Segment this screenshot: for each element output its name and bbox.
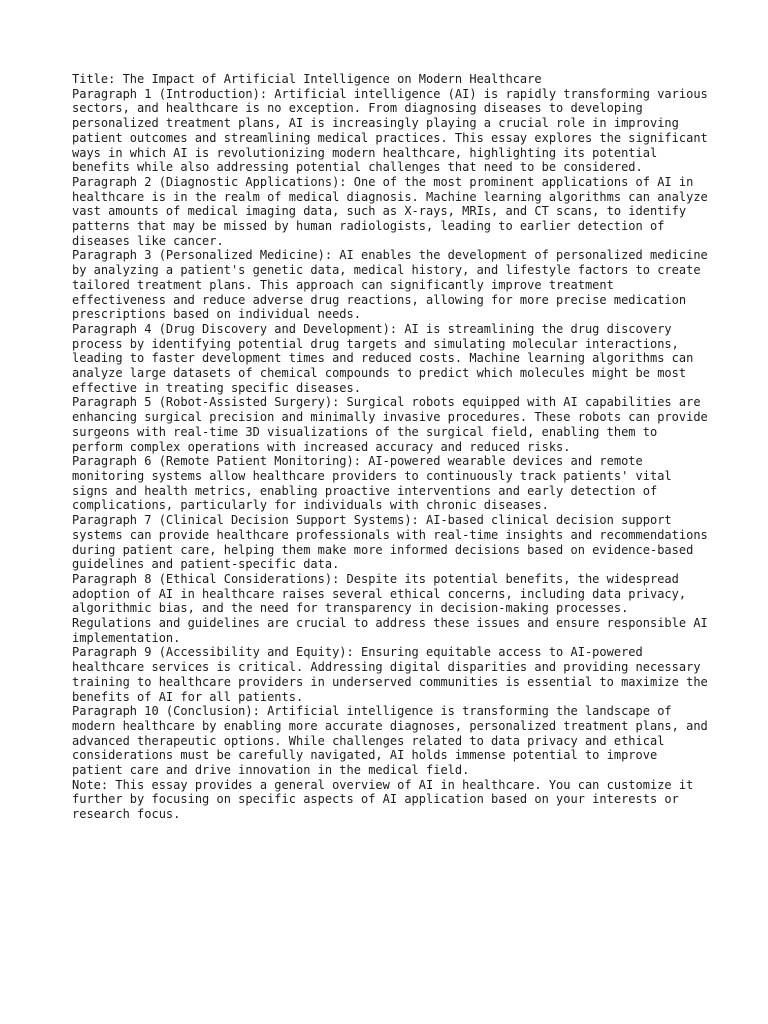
document-title: Title: The Impact of Artificial Intelligence on Modern Healthcare xyxy=(72,72,542,86)
document-page xyxy=(72,72,712,822)
paragraph-10: Paragraph 10 (Conclusion): Artificial intelligence is transforming the landscape of modern healthcare by enabling more accurate diagnoses, personalized treatment plans, and advanced therapeutic options. While challenges related to data privacy and ethical considerations must be carefully navigated, AI holds immense potential to improve patient care and drive innovation in the medical field. xyxy=(72,704,708,778)
paragraph-9: Paragraph 9 (Accessibility and Equity): Ensuring equitable access to AI-powered healthcare services is critical. Addressing digital disparities and providing necessary training to healthcare providers in underserved communities is essential to maximize the benefits of AI for all patients. xyxy=(72,645,708,704)
closing-note: Note: This essay provides a general overview of AI in healthcare. You can customize it further by focusing on specific aspects of AI application based on your interests or research focus. xyxy=(72,777,694,822)
paragraph-7: Paragraph 7 (Clinical Decision Support Systems): AI-based clinical decision support systems can provide healthcare professionals with real-time insights and recommendations during patient care, helping them make more informed decisions based on evidence-based guidelines and patient-specific data. xyxy=(72,513,708,572)
paragraph-1: Paragraph 1 (Introduction): Artificial intelligence (AI) is rapidly transforming various sectors, and healthcare is no exception. From diagnosing diseases to developing personalized treatment plans, AI is increasingly playing a crucial role in improving patient outcomes and streamlining medical practices. This essay explores the significant ways in which AI is revolutionizing modern healthcare, highlighting its potential benefits while also addressing potential challenges that need to be considered. xyxy=(72,86,708,175)
paragraph-4: Paragraph 4 (Drug Discovery and Development): AI is streamlining the drug discovery process by identifying potential drug targets and simulating molecular interactions, leading to faster development times and reduced costs. Machine learning algorithms can analyze large datasets of chemical compounds to predict which molecules might be most effective in treating specific diseases. xyxy=(72,321,694,395)
paragraph-8: Paragraph 8 (Ethical Considerations): Despite its potential benefits, the widespread adoption of AI in healthcare raises several ethical concerns, including data privacy, algorithmic bias, and the need for transparency in decision-making processes. Regulations and guidelines are crucial to address these issues and ensure responsible AI implementation. xyxy=(72,571,708,645)
paragraph-2: Paragraph 2 (Diagnostic Applications): One of the most prominent applications of AI in healthcare is in the realm of medical diagnosis. Machine learning algorithms can analyze vast amounts of medical imaging data, such as X-rays, MRIs, and CT scans, to identify patterns that may be missed by human radiologists, leading to earlier detection of diseases like cancer. xyxy=(72,174,708,248)
paragraph-5: Paragraph 5 (Robot-Assisted Surgery): Surgical robots equipped with AI capabilities are enhancing surgical precision and minimally invasive procedures. These robots can provide surgeons with real-time 3D visualizations of the surgical field, enabling them to perform complex operations with increased accuracy and reduced risks. xyxy=(72,395,708,454)
paragraph-3: Paragraph 3 (Personalized Medicine): AI enables the development of personalized medicine by analyzing a patient's genetic data, medical history, and lifestyle factors to create tailored treatment plans. This approach can significantly improve treatment effectiveness and reduce adverse drug reactions, allowing for more precise medication prescriptions based on individual needs. xyxy=(72,248,708,322)
paragraph-6: Paragraph 6 (Remote Patient Monitoring): AI-powered wearable devices and remote monitoring systems allow healthcare providers to continuously track patients' vital signs and health metrics, enabling proactive interventions and early detection of complications, particularly for individuals with chronic diseases. xyxy=(72,454,672,513)
